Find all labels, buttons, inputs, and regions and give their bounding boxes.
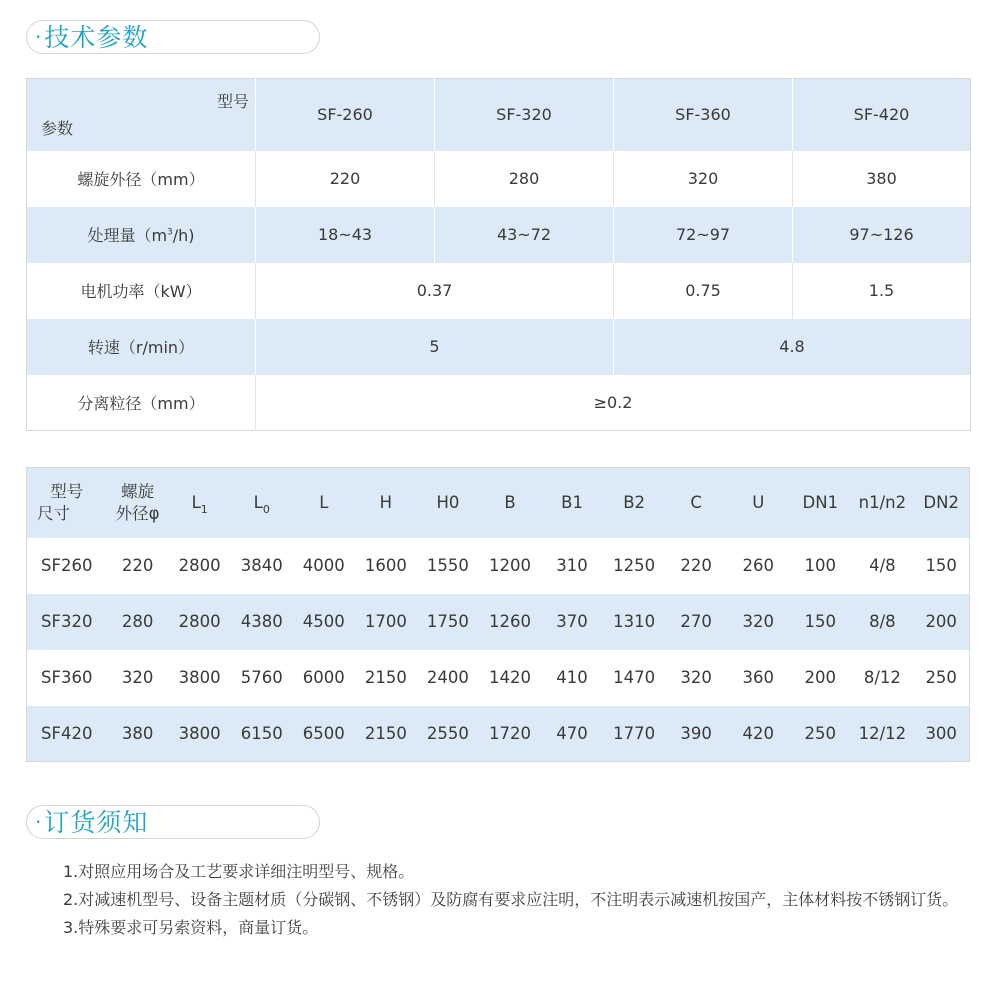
column-header: L — [293, 468, 355, 538]
table-cell: 2800 — [169, 594, 231, 650]
column-header: U — [727, 468, 789, 538]
row-model: SF420 — [27, 706, 107, 762]
row-model: SF320 — [27, 594, 107, 650]
table-cell: 18~43 — [256, 207, 435, 263]
table-cell: 100 — [789, 538, 851, 594]
table-cell: 0.75 — [614, 263, 793, 319]
table-cell: 2150 — [355, 650, 417, 706]
table-cell: 8/12 — [851, 650, 913, 706]
table-cell: 6500 — [293, 706, 355, 762]
table-cell: 1550 — [417, 538, 479, 594]
column-header: n1/n2 — [851, 468, 913, 538]
corner-header — [27, 468, 107, 538]
row-label-text: 处理量（m — [87, 226, 168, 245]
table-row — [27, 151, 971, 207]
table-cell: 8/8 — [851, 594, 913, 650]
table-cell: 97~126 — [793, 207, 971, 263]
table-cell: 1700 — [355, 594, 417, 650]
table-cell: 320 — [107, 650, 169, 706]
table-row — [27, 375, 971, 431]
table-cell: 1200 — [479, 538, 541, 594]
column-header-diameter — [107, 468, 169, 538]
table-cell: 5760 — [231, 650, 293, 706]
table-cell: 200 — [913, 594, 969, 650]
table-cell: 4/8 — [851, 538, 913, 594]
table-cell: 220 — [665, 538, 727, 594]
dimension-table-body — [27, 538, 970, 762]
row-label: 螺旋外径（mm） — [27, 151, 256, 207]
table-cell: 1.5 — [793, 263, 971, 319]
table-cell: 1750 — [417, 594, 479, 650]
table-cell: 6000 — [293, 650, 355, 706]
header-text: L — [253, 493, 263, 513]
table-row — [27, 263, 971, 319]
table-cell: 3800 — [169, 650, 231, 706]
note-item: 1.对照应用场合及工艺要求详细注明型号、规格。 — [63, 862, 415, 881]
table-cell: 410 — [541, 650, 603, 706]
table-cell: 2550 — [417, 706, 479, 762]
table-cell: 72~97 — [614, 207, 793, 263]
table-cell: 300 — [913, 706, 969, 762]
table-cell: 4500 — [293, 594, 355, 650]
table-cell: 0.37 — [256, 263, 614, 319]
table-cell: 1420 — [479, 650, 541, 706]
section-bullet: · — [35, 25, 42, 49]
table-row — [27, 538, 970, 594]
column-header: DN2 — [913, 468, 969, 538]
table-cell: 2150 — [355, 706, 417, 762]
section-title: 技术参数 — [44, 22, 149, 52]
model-header: SF-260 — [256, 79, 435, 151]
table-row — [27, 650, 970, 706]
table-cell: 380 — [793, 151, 971, 207]
table-cell: 1310 — [603, 594, 665, 650]
row-label-text: /h) — [172, 226, 195, 245]
row-model: SF260 — [27, 538, 107, 594]
table-cell: 150 — [913, 538, 969, 594]
table-cell: 150 — [789, 594, 851, 650]
section-header-order-notes — [26, 805, 320, 839]
table-header-row — [27, 79, 971, 151]
section-header-tech-params — [26, 20, 320, 54]
table-cell: 390 — [665, 706, 727, 762]
table-cell: 5 — [256, 319, 614, 375]
table-header-row — [27, 468, 970, 538]
column-header: B1 — [541, 468, 603, 538]
table-row — [27, 207, 971, 263]
dimension-table — [26, 467, 970, 762]
table-cell: 1770 — [603, 706, 665, 762]
table-cell: 2800 — [169, 538, 231, 594]
table-cell: ≥0.2 — [256, 375, 971, 431]
subscript: 0 — [262, 503, 270, 517]
table-row — [27, 706, 970, 762]
table-cell: 250 — [789, 706, 851, 762]
table-cell: 470 — [541, 706, 603, 762]
table-row — [27, 319, 971, 375]
table-cell: 1260 — [479, 594, 541, 650]
column-header: C — [665, 468, 727, 538]
model-header: SF-320 — [435, 79, 614, 151]
row-model: SF360 — [27, 650, 107, 706]
table-cell: 360 — [727, 650, 789, 706]
column-header: B — [479, 468, 541, 538]
header-text: 外径φ — [115, 503, 160, 523]
table-cell: 220 — [256, 151, 435, 207]
table-cell: 380 — [107, 706, 169, 762]
table-cell: 3840 — [231, 538, 293, 594]
column-header: H0 — [417, 468, 479, 538]
section-bullet: · — [35, 810, 42, 834]
table-cell: 4380 — [231, 594, 293, 650]
column-header: DN1 — [789, 468, 851, 538]
table-cell: 2400 — [417, 650, 479, 706]
corner-label-size: 尺寸 — [37, 503, 70, 523]
table-cell: 4000 — [293, 538, 355, 594]
table-cell: 1250 — [603, 538, 665, 594]
column-header: H — [355, 468, 417, 538]
table-cell: 250 — [913, 650, 969, 706]
header-text: L — [191, 493, 201, 513]
table-cell: 1720 — [479, 706, 541, 762]
table-cell: 200 — [789, 650, 851, 706]
table-cell: 6150 — [231, 706, 293, 762]
table-row — [27, 594, 970, 650]
subscript: 1 — [200, 503, 208, 517]
table-cell: 420 — [727, 706, 789, 762]
header-text: 螺旋 — [121, 481, 155, 501]
table-cell: 12/12 — [851, 706, 913, 762]
note-item: 3.特殊要求可另索资料，商量订货。 — [63, 918, 319, 937]
table-cell: 4.8 — [614, 319, 971, 375]
order-notes — [26, 858, 976, 942]
table-cell: 320 — [665, 650, 727, 706]
table-cell: 310 — [541, 538, 603, 594]
table-cell: 1600 — [355, 538, 417, 594]
table-cell: 370 — [541, 594, 603, 650]
table-cell: 43~72 — [435, 207, 614, 263]
table-cell: 220 — [107, 538, 169, 594]
table-cell: 320 — [614, 151, 793, 207]
table-cell: 280 — [107, 594, 169, 650]
corner-label-model: 型号 — [50, 481, 84, 501]
spec-table — [26, 78, 971, 431]
table-corner-cell — [27, 79, 256, 151]
note-item: 2.对减速机型号、设备主题材质（分碳钢、不锈钢）及防腐有要求应注明，不注明表示减速机按国产，主体材料按不锈钢订货。 — [63, 890, 959, 909]
row-label: 电机功率（kW） — [27, 263, 256, 319]
column-header-l1 — [169, 468, 231, 538]
table-cell: 260 — [727, 538, 789, 594]
row-label — [27, 207, 256, 263]
column-header: B2 — [603, 468, 665, 538]
column-header-l0 — [231, 468, 293, 538]
superscript: 3 — [167, 227, 173, 238]
row-label: 转速（r/min） — [27, 319, 256, 375]
row-label: 分离粒径（mm） — [27, 375, 256, 431]
model-header: SF-360 — [614, 79, 793, 151]
table-cell: 3800 — [169, 706, 231, 762]
model-header: SF-420 — [793, 79, 971, 151]
table-cell: 320 — [727, 594, 789, 650]
corner-label-param: 参数 — [41, 118, 74, 138]
section-title: 订货须知 — [44, 807, 149, 837]
table-cell: 1470 — [603, 650, 665, 706]
table-cell: 280 — [435, 151, 614, 207]
table-cell: 270 — [665, 594, 727, 650]
corner-label-model: 型号 — [216, 92, 249, 111]
